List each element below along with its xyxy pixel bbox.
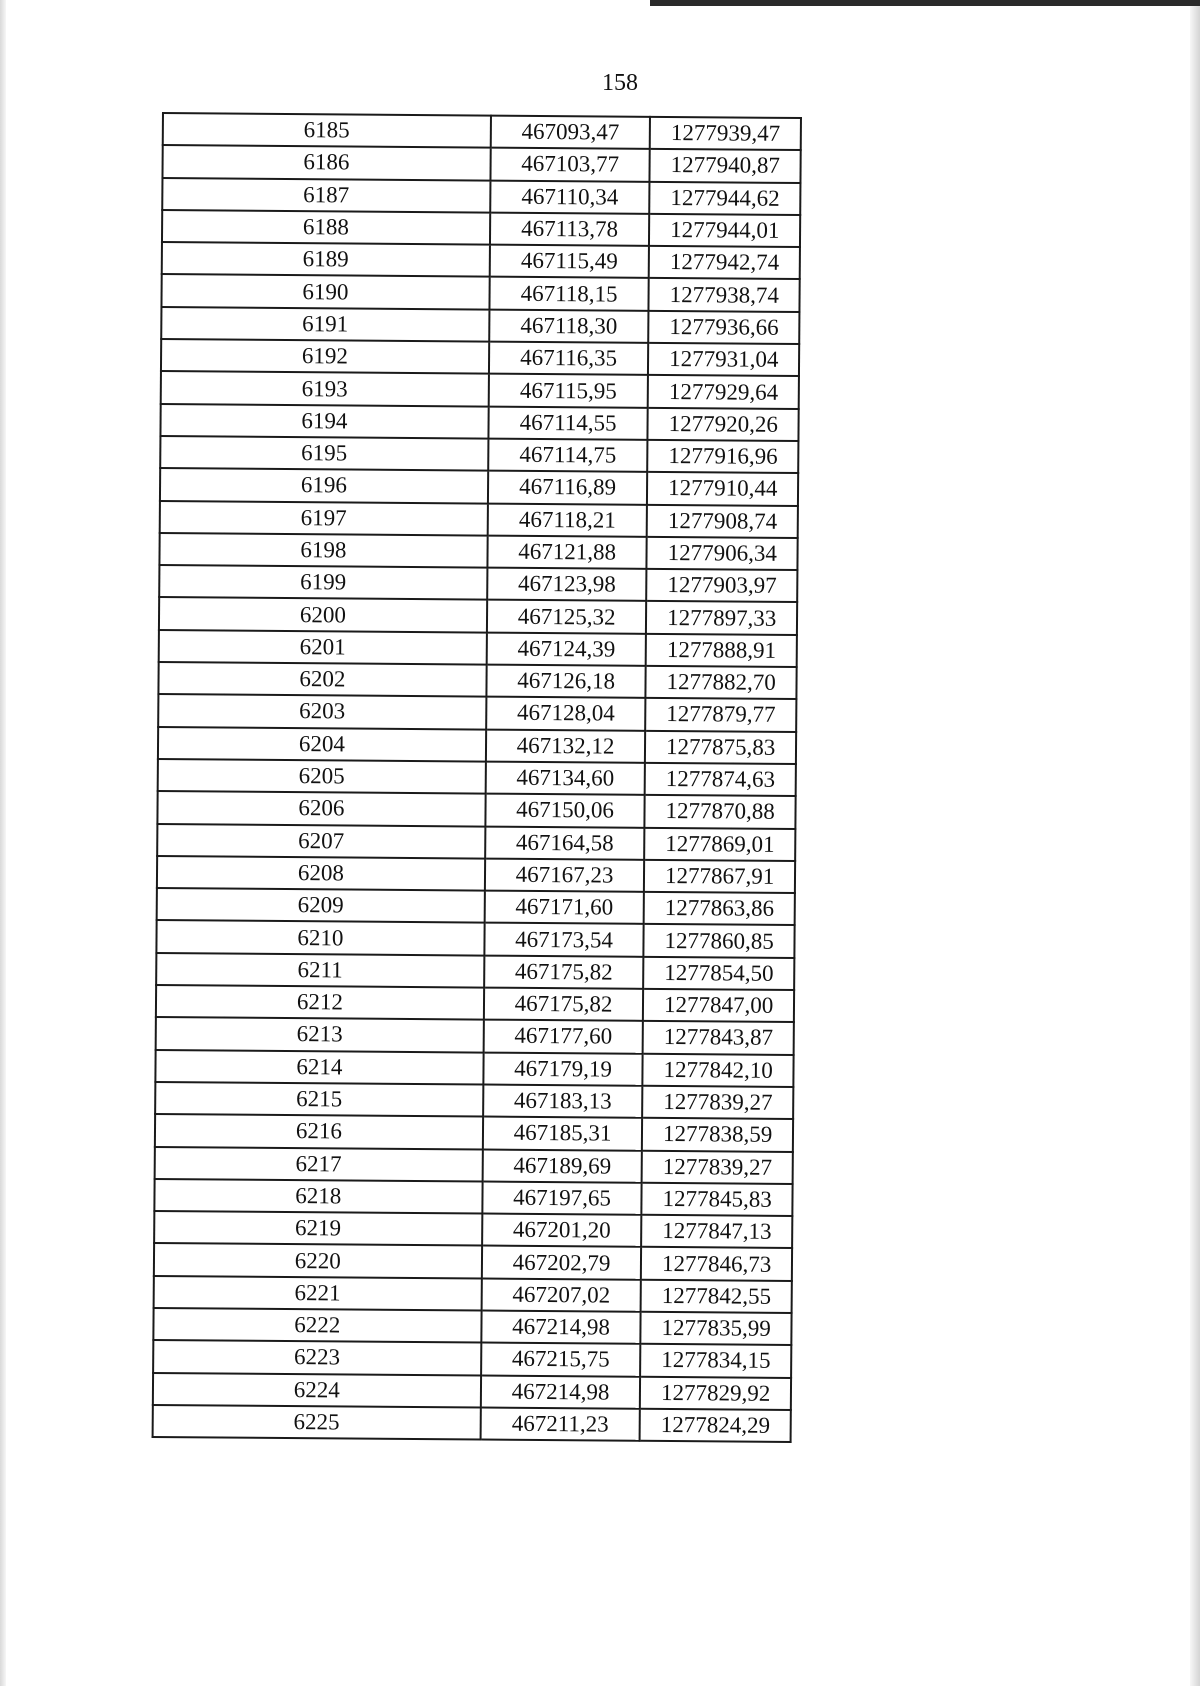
y-coordinate-cell: 1277846,73 bbox=[641, 1247, 792, 1280]
x-coordinate-cell: 467103,77 bbox=[490, 148, 650, 182]
point-number-cell: 6196 bbox=[160, 468, 488, 503]
y-coordinate-cell: 1277829,92 bbox=[640, 1376, 791, 1409]
y-coordinate-cell: 1277931,04 bbox=[648, 343, 799, 376]
table-row bbox=[161, 307, 799, 344]
x-coordinate-cell: 467214,98 bbox=[481, 1375, 641, 1409]
x-coordinate-cell: 467115,49 bbox=[489, 245, 649, 279]
table-row bbox=[161, 339, 799, 376]
table-row bbox=[157, 824, 795, 861]
point-number-cell: 6222 bbox=[153, 1308, 481, 1343]
y-coordinate-cell: 1277903,97 bbox=[647, 569, 798, 602]
x-coordinate-cell: 467118,15 bbox=[489, 277, 649, 311]
point-number-cell: 6223 bbox=[153, 1340, 481, 1375]
x-coordinate-cell: 467150,06 bbox=[485, 794, 645, 828]
point-number-cell: 6220 bbox=[154, 1243, 482, 1278]
table-row bbox=[154, 1211, 792, 1248]
table-row bbox=[161, 274, 799, 311]
y-coordinate-cell: 1277842,10 bbox=[643, 1053, 794, 1086]
x-coordinate-cell: 467114,75 bbox=[488, 439, 648, 473]
y-coordinate-cell: 1277942,74 bbox=[649, 246, 800, 279]
table-row bbox=[159, 533, 797, 570]
x-coordinate-cell: 467183,13 bbox=[483, 1084, 643, 1118]
point-number-cell: 6200 bbox=[159, 597, 487, 632]
point-number-cell: 6189 bbox=[162, 242, 490, 277]
table-row bbox=[162, 242, 800, 279]
y-coordinate-cell: 1277897,33 bbox=[646, 601, 797, 634]
y-coordinate-cell: 1277908,74 bbox=[647, 504, 798, 537]
point-number-cell: 6207 bbox=[157, 824, 485, 859]
table-row bbox=[153, 1405, 791, 1442]
y-coordinate-cell: 1277944,01 bbox=[649, 214, 800, 247]
y-coordinate-cell: 1277910,44 bbox=[647, 472, 798, 505]
scan-edge-right bbox=[1190, 0, 1200, 1686]
x-coordinate-cell: 467126,18 bbox=[486, 665, 646, 699]
x-coordinate-cell: 467118,30 bbox=[489, 309, 649, 343]
y-coordinate-cell: 1277824,29 bbox=[640, 1409, 791, 1442]
table-row bbox=[162, 178, 800, 215]
table-row bbox=[154, 1243, 792, 1280]
table-row bbox=[156, 1017, 794, 1054]
table-row bbox=[154, 1276, 792, 1313]
point-number-cell: 6195 bbox=[160, 436, 488, 471]
x-coordinate-cell: 467115,95 bbox=[488, 374, 648, 408]
y-coordinate-cell: 1277879,77 bbox=[646, 698, 797, 731]
scan-bar-top bbox=[650, 0, 1200, 6]
x-coordinate-cell: 467110,34 bbox=[490, 180, 650, 214]
point-number-cell: 6192 bbox=[161, 339, 489, 374]
y-coordinate-cell: 1277940,87 bbox=[650, 149, 801, 182]
y-coordinate-cell: 1277882,70 bbox=[646, 666, 797, 699]
table-row bbox=[156, 985, 794, 1022]
scan-edge-left bbox=[0, 0, 6, 1686]
x-coordinate-cell: 467167,23 bbox=[485, 858, 645, 892]
point-number-cell: 6211 bbox=[156, 953, 484, 988]
point-number-cell: 6224 bbox=[153, 1373, 481, 1408]
table-row bbox=[156, 920, 794, 957]
point-number-cell: 6198 bbox=[159, 533, 487, 568]
point-number-cell: 6225 bbox=[153, 1405, 481, 1440]
x-coordinate-cell: 467177,60 bbox=[483, 1020, 643, 1054]
x-coordinate-cell: 467185,31 bbox=[483, 1117, 643, 1151]
point-number-cell: 6218 bbox=[154, 1179, 482, 1214]
table-row bbox=[159, 565, 797, 602]
x-coordinate-cell: 467197,65 bbox=[482, 1181, 642, 1215]
point-number-cell: 6199 bbox=[159, 565, 487, 600]
point-number-cell: 6216 bbox=[155, 1114, 483, 1149]
y-coordinate-cell: 1277875,83 bbox=[645, 730, 796, 763]
point-number-cell: 6185 bbox=[163, 113, 491, 148]
y-coordinate-cell: 1277835,99 bbox=[641, 1312, 792, 1345]
table-row bbox=[153, 1308, 791, 1345]
table-row bbox=[157, 888, 795, 925]
x-coordinate-cell: 467124,39 bbox=[486, 632, 646, 666]
y-coordinate-cell: 1277847,00 bbox=[643, 989, 794, 1022]
table-row bbox=[158, 662, 796, 699]
table-row bbox=[155, 1114, 793, 1151]
y-coordinate-cell: 1277838,59 bbox=[642, 1118, 793, 1151]
x-coordinate-cell: 467171,60 bbox=[484, 891, 644, 925]
x-coordinate-cell: 467132,12 bbox=[486, 729, 646, 763]
table-row bbox=[160, 468, 798, 505]
table-row bbox=[160, 501, 798, 538]
x-coordinate-cell: 467211,23 bbox=[480, 1407, 640, 1441]
y-coordinate-cell: 1277843,87 bbox=[643, 1021, 794, 1054]
x-coordinate-cell: 467164,58 bbox=[485, 826, 645, 860]
x-coordinate-cell: 467179,19 bbox=[483, 1052, 643, 1086]
y-coordinate-cell: 1277874,63 bbox=[645, 763, 796, 796]
x-coordinate-cell: 467116,35 bbox=[489, 342, 649, 376]
point-number-cell: 6194 bbox=[160, 404, 488, 439]
x-coordinate-cell: 467189,69 bbox=[482, 1149, 642, 1183]
point-number-cell: 6202 bbox=[158, 662, 486, 697]
point-number-cell: 6212 bbox=[156, 985, 484, 1020]
table-row bbox=[161, 371, 799, 408]
y-coordinate-cell: 1277845,83 bbox=[642, 1183, 793, 1216]
x-coordinate-cell: 467121,88 bbox=[487, 535, 647, 569]
x-coordinate-cell: 467207,02 bbox=[481, 1278, 641, 1312]
x-coordinate-cell: 467134,60 bbox=[485, 761, 645, 795]
x-coordinate-cell: 467214,98 bbox=[481, 1311, 641, 1345]
table-row bbox=[156, 953, 794, 990]
point-number-cell: 6206 bbox=[157, 791, 485, 826]
table-row bbox=[157, 791, 795, 828]
table-row bbox=[160, 404, 798, 441]
point-number-cell: 6188 bbox=[162, 210, 490, 245]
y-coordinate-cell: 1277854,50 bbox=[644, 957, 795, 990]
point-number-cell: 6201 bbox=[159, 630, 487, 665]
coordinates-table bbox=[152, 112, 802, 1443]
x-coordinate-cell: 467202,79 bbox=[482, 1246, 642, 1280]
x-coordinate-cell: 467113,78 bbox=[490, 212, 650, 246]
point-number-cell: 6205 bbox=[158, 759, 486, 794]
point-number-cell: 6221 bbox=[154, 1276, 482, 1311]
y-coordinate-cell: 1277920,26 bbox=[648, 407, 799, 440]
y-coordinate-cell: 1277870,88 bbox=[645, 795, 796, 828]
point-number-cell: 6215 bbox=[155, 1082, 483, 1117]
y-coordinate-cell: 1277860,85 bbox=[644, 924, 795, 957]
y-coordinate-cell: 1277888,91 bbox=[646, 634, 797, 667]
point-number-cell: 6197 bbox=[160, 501, 488, 536]
table-row bbox=[162, 210, 800, 247]
point-number-cell: 6191 bbox=[161, 307, 489, 342]
y-coordinate-cell: 1277839,27 bbox=[642, 1150, 793, 1183]
point-number-cell: 6214 bbox=[155, 1050, 483, 1085]
y-coordinate-cell: 1277867,91 bbox=[644, 860, 795, 893]
table-row bbox=[162, 145, 800, 182]
table-row bbox=[159, 630, 797, 667]
x-coordinate-cell: 467123,98 bbox=[487, 568, 647, 602]
y-coordinate-cell: 1277936,66 bbox=[649, 311, 800, 344]
table-row bbox=[155, 1082, 793, 1119]
point-number-cell: 6187 bbox=[162, 178, 490, 213]
point-number-cell: 6210 bbox=[156, 920, 484, 955]
table-row bbox=[158, 759, 796, 796]
x-coordinate-cell: 467173,54 bbox=[484, 923, 644, 957]
table-row bbox=[158, 694, 796, 731]
y-coordinate-cell: 1277869,01 bbox=[645, 827, 796, 860]
point-number-cell: 6186 bbox=[162, 145, 490, 180]
page-number: 158 bbox=[602, 70, 638, 96]
table-row bbox=[163, 113, 801, 150]
table-row bbox=[155, 1146, 793, 1183]
x-coordinate-cell: 467116,89 bbox=[488, 471, 648, 505]
table-row bbox=[153, 1373, 791, 1410]
x-coordinate-cell: 467175,82 bbox=[484, 955, 644, 989]
y-coordinate-cell: 1277839,27 bbox=[643, 1086, 794, 1119]
point-number-cell: 6204 bbox=[158, 727, 486, 762]
point-number-cell: 6219 bbox=[154, 1211, 482, 1246]
x-coordinate-cell: 467093,47 bbox=[490, 116, 650, 150]
x-coordinate-cell: 467175,82 bbox=[484, 988, 644, 1022]
y-coordinate-cell: 1277863,86 bbox=[644, 892, 795, 925]
y-coordinate-cell: 1277944,62 bbox=[650, 181, 801, 214]
coordinates-table-body bbox=[153, 113, 801, 1442]
y-coordinate-cell: 1277916,96 bbox=[648, 440, 799, 473]
point-number-cell: 6209 bbox=[157, 888, 485, 923]
y-coordinate-cell: 1277938,74 bbox=[649, 278, 800, 311]
y-coordinate-cell: 1277929,64 bbox=[648, 375, 799, 408]
table-row bbox=[155, 1050, 793, 1087]
table-row bbox=[158, 727, 796, 764]
table-row bbox=[154, 1179, 792, 1216]
y-coordinate-cell: 1277906,34 bbox=[647, 537, 798, 570]
table-row bbox=[159, 597, 797, 634]
x-coordinate-cell: 467114,55 bbox=[488, 406, 648, 440]
point-number-cell: 6203 bbox=[158, 694, 486, 729]
y-coordinate-cell: 1277939,47 bbox=[650, 117, 801, 150]
table-row bbox=[153, 1340, 791, 1377]
x-coordinate-cell: 467125,32 bbox=[487, 600, 647, 634]
point-number-cell: 6217 bbox=[155, 1146, 483, 1181]
table-row bbox=[157, 856, 795, 893]
y-coordinate-cell: 1277847,13 bbox=[642, 1215, 793, 1248]
point-number-cell: 6193 bbox=[161, 371, 489, 406]
table-row bbox=[160, 436, 798, 473]
point-number-cell: 6190 bbox=[161, 274, 489, 309]
y-coordinate-cell: 1277842,55 bbox=[641, 1279, 792, 1312]
x-coordinate-cell: 467201,20 bbox=[482, 1214, 642, 1248]
x-coordinate-cell: 467215,75 bbox=[481, 1343, 641, 1377]
point-number-cell: 6213 bbox=[156, 1017, 484, 1052]
y-coordinate-cell: 1277834,15 bbox=[640, 1344, 791, 1377]
x-coordinate-cell: 467128,04 bbox=[486, 697, 646, 731]
x-coordinate-cell: 467118,21 bbox=[487, 503, 647, 537]
point-number-cell: 6208 bbox=[157, 856, 485, 891]
